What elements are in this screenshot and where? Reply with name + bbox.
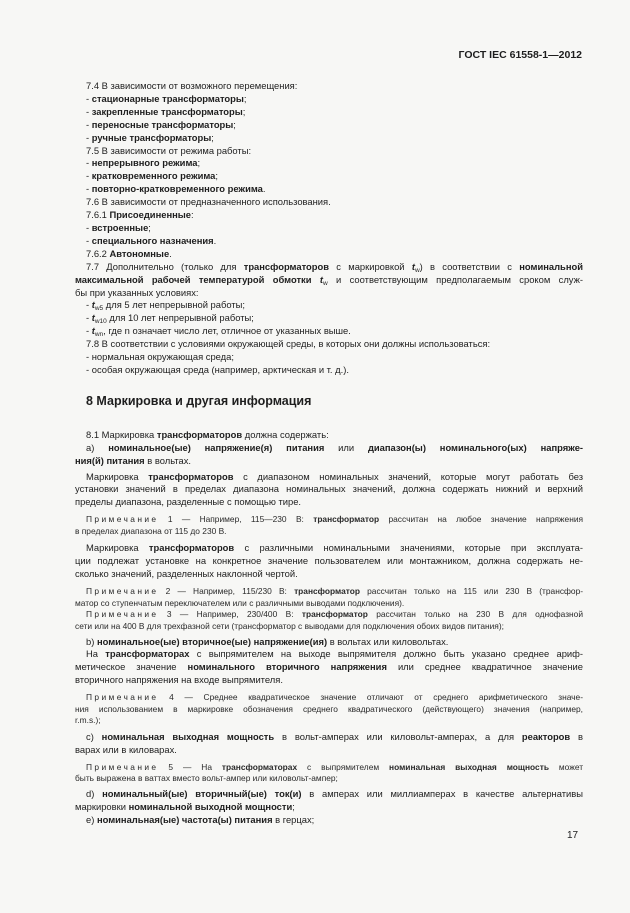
item-a-line1: a) номинальное(ые) напряжение(я) питания или диапазон(ы) номинального(ых) напряже- (86, 441, 584, 453)
list-item: - нормальная окружающая среда; (86, 351, 234, 363)
s75-intro: 7.5 В зависимости от режима работы: (86, 144, 252, 156)
item-b: b) номинальное(ые) вторичное(ые) напряжение(ия) в вольтах или киловольтах. (86, 635, 449, 647)
list-item: - закрепленные трансформаторы; (86, 105, 246, 117)
note-4-line2: ния использованием в маркировке обозначения среднего квадратического (действующего) значения (например, (75, 703, 583, 714)
list-item: - кратковременного режима; (86, 170, 219, 182)
para-m1: Маркировка трансформаторов с диапазоном номинальных значений, которые могут работать без (86, 470, 584, 482)
para-m1-line3: пределы диапазона, разделенные с помощью тире. (75, 496, 302, 508)
para-m1-line2: установки значений в пределах диапазона номинальных значений, должна содержать нижний и верхний (75, 483, 583, 495)
note-4: Примечание 4 — Среднее квадратическое значение отличают от среднего арифметического значе- (86, 692, 583, 703)
note-3: Примечание 3 — Например, 230/400 В: трансформатор рассчитан только на 230 В для однофазной (86, 609, 584, 620)
list-item: - встроенные; (86, 221, 151, 233)
item-c: c) номинальная выходная мощность в вольт-амперах или киловольт-амперах, а для реакторов в (86, 730, 583, 742)
s761-heading: 7.6.1 Присоединенные: (86, 209, 194, 221)
list-item: - стационарные трансформаторы; (86, 92, 247, 104)
list-item: - $t_{w5}$ для 5 лет непрерывной работы; (86, 299, 245, 313)
para-v1-line3: вторичного напряжения на входе выпрямителя. (75, 674, 283, 686)
item-c-line2: варах или в киловарах. (75, 743, 177, 755)
s77-line3: бы при указанных условиях: (75, 286, 199, 298)
s77-line1: 7.7 Дополнительно (только для трансформаторов с маркировкой $t_w$) в соответствии с номинальной (86, 260, 583, 274)
page-number: 17 (567, 830, 579, 841)
section-8-title: 8 Маркировка и другая информация (86, 393, 312, 408)
s78-intro: 7.8 В соответствии с условиями окружающей среды, в которых они должны использоваться: (86, 338, 491, 350)
list-item: - переносные трансформаторы; (86, 118, 236, 130)
page-body (75, 80, 583, 827)
list-item: - специального назначения. (86, 234, 217, 246)
para-m2: Маркировка трансформаторов с различными номинальными значениями, которые при эксплуата- (86, 542, 584, 554)
list-item: - повторно-кратковременного режима. (86, 183, 266, 195)
list-item: - непрерывного режима; (86, 157, 201, 169)
note-2: Примечание 2 — Например, 115/230 В: трансформатор рассчитан только на 115 или 230 В (трансфор- (86, 586, 584, 597)
s81-intro: 8.1 Маркировка трансформаторов должна содержать: (86, 428, 329, 440)
note-1-line2: в пределах диапазона от 115 до 230 В. (75, 525, 227, 536)
item-a-line2: ния(й) питания в вольтах. (75, 454, 192, 466)
para-m2-line2: ции подлежат установке на конкретное значение пользователем или монтажником, должна содержать не- (75, 555, 583, 567)
list-item: - особая окружающая среда (например, арктическая и т. д.). (86, 363, 349, 375)
s76-intro: 7.6 В зависимости от предназначенного использования. (86, 196, 331, 208)
document-header: ГОСТ IEC 61558-1—2012 (458, 49, 582, 61)
note-5: Примечание 5 — На трансформаторах с выпрямителем номинальная выходная мощность может (86, 761, 584, 772)
list-item: - $t_{w10}$ для 10 лет непрерывной работы; (86, 312, 254, 326)
para-v1: На трансформаторах с выпрямителем на выходе выпрямителя должно быть указано среднее ариф- (86, 648, 584, 660)
item-d: d) номинальный(ые) вторичный(ые) ток(и) в амперах или миллиамперах в качестве альтернативы (86, 787, 583, 799)
note-2-line2: матор со ступенчатым переключателем или с различными выводами подключения). (75, 597, 405, 608)
note-1: Примечание 1 — Например, 115—230 В: трансформатор рассчитан на любое значение напряжения (86, 514, 584, 525)
s74-intro: 7.4 В зависимости от возможного перемещения: (86, 80, 298, 91)
note-5-line2: быть выражена в ваттах вместо вольт-ампер или киловольт-ампер; (75, 773, 338, 784)
s762-heading: 7.6.2 Автономные. (86, 247, 172, 259)
list-item: - $t_{wn}$, где n означает число лет, отличное от указанных выше. (86, 325, 351, 339)
para-v1-line2: метическое значение номинального вторичного напряжения или среднее квадратичное значение (75, 661, 583, 673)
note-3-line2: сети или на 400 В для трехфазной сети (трансформатор с выводами для подключения обоих видов питания); (75, 620, 504, 631)
item-d-line2: маркировки номинальной выходной мощности; (75, 800, 295, 812)
s77-line2: максимальной рабочей температурой обмотки $t_w$ и соответствующим предполагаемым сроком служ- (75, 273, 583, 287)
para-m2-line3: сколько значений, разделенных наклонной чертой. (75, 568, 298, 580)
note-4-line3: r.m.s.); (75, 715, 101, 726)
item-e: e) номинальная(ые) частота(ы) питания в герцах; (86, 813, 315, 825)
list-item: - ручные трансформаторы; (86, 131, 214, 143)
